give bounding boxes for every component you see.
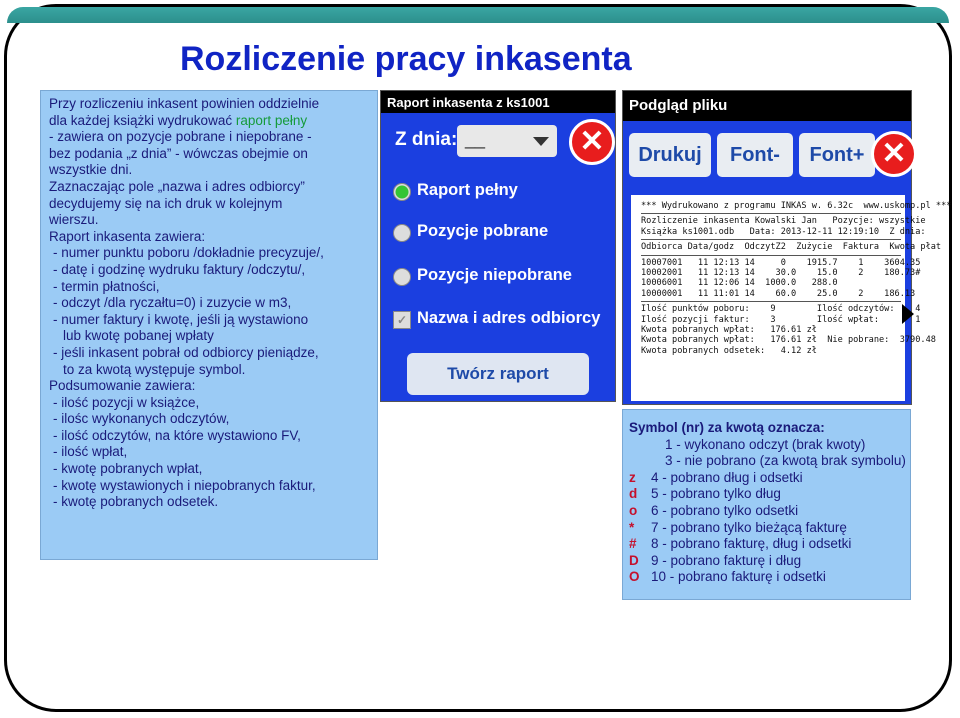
- date-select-value: __: [465, 129, 486, 149]
- legend-text: - nie pobrano (za kwotą brak symbolu): [672, 453, 906, 469]
- report-item: - jeśli inkasent pobrał od odbiorcy pieniądze,: [53, 344, 319, 360]
- legend-num: 1: [665, 436, 673, 452]
- option-label: Pozycje pobrane: [417, 222, 549, 240]
- report-item: lub kwotę pobanej wpłaty: [63, 328, 214, 344]
- report-item: - numer punktu poboru /dokładnie precyzuje/,: [53, 245, 324, 261]
- summary-item: - ilość pozycji w książce,: [53, 394, 200, 410]
- option-pozycje-pobrane[interactable]: [393, 222, 613, 248]
- summary-item: - ilośc wykonanych odczytów,: [53, 411, 230, 427]
- legend-num: 3: [665, 453, 673, 469]
- report-line: Odbiorca Data/godz OdczytZ2 Zużycie Faktura Kwota płat: [641, 242, 942, 253]
- summary-item: - kwotę pobranych odsetek.: [53, 494, 219, 510]
- create-report-button[interactable]: Twórz raport: [407, 353, 589, 395]
- report-line: 10007001 11 12:13 14 0 1915.7 1 3604.35: [641, 257, 921, 268]
- intro-text: dla każdej książki wydrukować: [49, 112, 236, 128]
- legend-text: - pobrano tylko odsetki: [658, 502, 799, 518]
- option-raport-pelny[interactable]: [393, 181, 613, 207]
- legend-text: - pobrano fakturę, dług i odsetki: [658, 536, 852, 552]
- legend-row: [629, 536, 904, 553]
- report-item: - numer faktury i kwotę, jeśli ją wystawiono: [53, 311, 309, 327]
- legend-title: Symbol (nr) za kwotą oznacza:: [629, 420, 825, 435]
- raport-pelny-highlight: raport pełny: [235, 112, 308, 128]
- note-line: Zaznaczając pole „nazwa i adres odbiorcy”: [49, 178, 305, 194]
- font-increase-button[interactable]: Font+: [799, 133, 875, 177]
- legend-text: - pobrano tylko dług: [658, 486, 781, 502]
- intro-line: bez podania „z dnia” - wówczas obejmie on: [49, 145, 308, 161]
- legend-text: - pobrano tylko bieżącą fakturę: [658, 519, 847, 535]
- print-button[interactable]: Drukuj: [629, 133, 711, 177]
- report-app-screen: [380, 90, 616, 402]
- legend-num: 8: [651, 536, 659, 552]
- chevron-down-icon: [533, 137, 549, 146]
- report-line: Ilość pozycji faktur: 3 Ilość wpłat: 1: [641, 314, 921, 325]
- summary-item: - kwotę wystawionych i niepobranych faktur,: [53, 477, 316, 493]
- report-item: - termin płatności,: [53, 278, 160, 294]
- option-label: Nazwa i adres odbiorcy: [417, 309, 601, 327]
- report-line: Książka ks1001.odb Data: 2013-12-11 12:19:10 Z dnia:: [641, 226, 926, 237]
- legend-row: [629, 569, 904, 586]
- legend-row: [629, 503, 904, 520]
- report-item: - datę i godzinę wydruku faktury /odczytu/,: [53, 261, 306, 277]
- legend-text: - pobrano fakturę i dług: [658, 552, 802, 568]
- report-line: Kwota pobranych wpłat: 176.61 zł: [641, 325, 817, 336]
- file-preview-screen: [622, 90, 952, 405]
- app-header: Raport inkasenta z ks1001: [381, 91, 615, 113]
- report-item: - odczyt /dla ryczałtu=0) i zuzycie w m3,: [53, 295, 292, 311]
- note-line: decydujemy się na ich druk w kolejnym: [49, 195, 283, 211]
- pointer-arrow-icon: [902, 304, 914, 324]
- report-heading: Raport inkasenta zawiera:: [49, 228, 206, 244]
- report-preview: [631, 195, 952, 401]
- report-item: to za kwotą występuje symbol.: [63, 361, 246, 377]
- legend-text: - pobrano dług i odsetki: [658, 469, 803, 485]
- legend-row: [629, 453, 904, 470]
- teal-top-bar: [7, 7, 949, 23]
- instructions-panel: [40, 90, 378, 560]
- legend-text: - pobrano fakturę i odsetki: [666, 569, 826, 585]
- option-nazwa-adres[interactable]: [393, 309, 613, 335]
- date-select[interactable]: [457, 125, 557, 157]
- legend-symbol: D: [629, 552, 639, 568]
- report-line: Kwota pobranych odsetek: 4.12 zł: [641, 345, 817, 356]
- radio[interactable]: [393, 268, 411, 286]
- legend-symbol: d: [629, 486, 638, 502]
- legend-row: [629, 486, 904, 503]
- intro-line: Przy rozliczeniu inkasent powinien oddzielnie: [49, 96, 320, 111]
- summary-heading: Podsumowanie zawiera:: [49, 378, 196, 394]
- intro-line: wszystkie dni.: [49, 162, 133, 178]
- radio-selected[interactable]: [393, 183, 411, 201]
- report-line: 10006001 11 12:06 14 1000.0 288.0: [641, 278, 838, 289]
- option-label: Raport pełny: [417, 181, 518, 199]
- legend-symbol: O: [629, 569, 640, 585]
- summary-item: - ilość wpłat,: [53, 444, 128, 460]
- report-line: Rozliczenie inkasenta Kowalski Jan Pozycje: wszystkie: [641, 216, 926, 227]
- legend-row: [629, 437, 904, 454]
- legend-text: - wykonano odczyt (brak kwoty): [672, 436, 866, 452]
- legend-num: 9: [651, 552, 659, 568]
- intro-line: [49, 113, 369, 130]
- intro-line: - zawiera on pozycje pobrane i niepobrane -: [49, 129, 312, 145]
- report-line: Ilość punktów poboru: 9 Ilość odczytów: 4: [641, 304, 921, 315]
- legend-symbol: #: [629, 536, 637, 552]
- page-title: Rozliczenie pracy inkasenta: [180, 40, 632, 78]
- legend-symbol: z: [629, 469, 636, 485]
- legend-num: 10: [651, 569, 667, 585]
- radio[interactable]: [393, 224, 411, 242]
- legend-symbol: *: [629, 519, 635, 535]
- option-pozycje-niepobrane[interactable]: [393, 266, 613, 292]
- legend-num: 6: [651, 502, 659, 518]
- legend-row: [629, 553, 904, 570]
- summary-item: - kwotę pobranych wpłat,: [53, 461, 203, 477]
- legend-row: [629, 520, 904, 537]
- legend-num: 7: [651, 519, 659, 535]
- report-line: Kwota pobranych wpłat: 176.61 zł Nie pobrane: 3790.48: [641, 335, 936, 346]
- close-icon: ✕: [579, 125, 605, 158]
- checkbox[interactable]: ✓: [393, 311, 411, 329]
- report-line: *** Wydrukowano z programu INKAS w. 6.32c www.uskomp.pl ***: [641, 201, 952, 211]
- legend-num: 5: [651, 486, 659, 502]
- summary-item: - ilość odczytów, na które wystawiono FV,: [53, 427, 301, 443]
- font-decrease-button[interactable]: Font-: [717, 133, 793, 177]
- legend-num: 4: [651, 469, 659, 485]
- note-line: wierszu.: [49, 212, 99, 228]
- close-button[interactable]: [871, 131, 917, 177]
- legend-symbol: o: [629, 502, 638, 518]
- close-icon: ✕: [881, 137, 907, 170]
- preview-header: Podgląd pliku: [623, 91, 911, 121]
- option-label: Pozycje niepobrane: [417, 266, 572, 284]
- close-button[interactable]: [569, 119, 615, 165]
- report-line: 10002001 11 12:13 14 30.0 15.0 2 180.73#: [641, 268, 921, 279]
- legend-row: [629, 470, 904, 487]
- symbol-legend-panel: [622, 409, 911, 600]
- date-label: Z dnia:: [395, 129, 458, 150]
- report-line: 10000001 11 11:01 14 60.0 25.0 2 186.13: [641, 288, 916, 299]
